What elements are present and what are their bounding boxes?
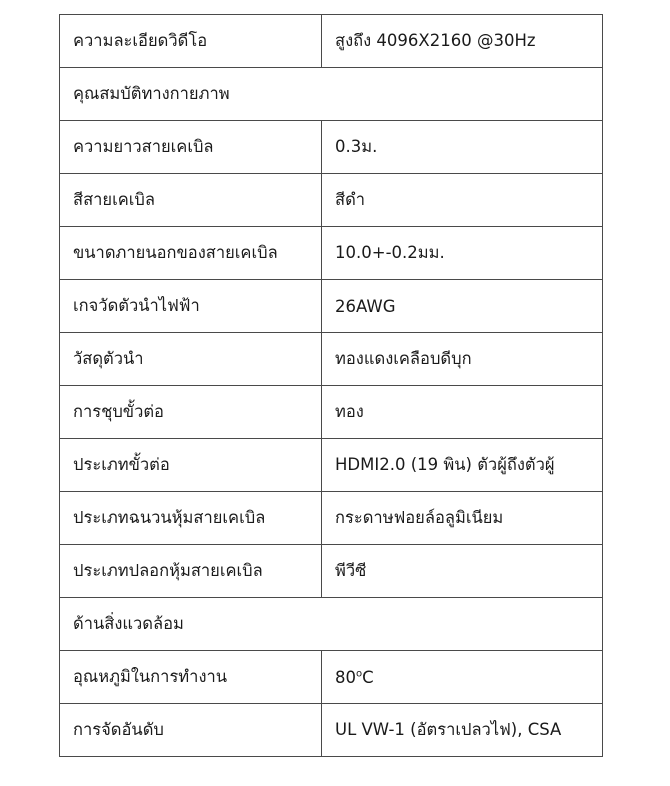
spec-label: เกจวัดตัวนำไฟฟ้า — [60, 280, 322, 333]
spec-value — [322, 651, 603, 704]
spec-value: ทองแดงเคลือบดีบุก — [322, 333, 603, 386]
section-header: คุณสมบัติทางกายภาพ — [60, 68, 603, 121]
table-row — [60, 121, 603, 174]
table-row — [60, 492, 603, 545]
spec-label: ความยาวสายเคเบิล — [60, 121, 322, 174]
spec-label: ประเภทฉนวนหุ้มสายเคเบิล — [60, 492, 322, 545]
spec-label: อุณหภูมิในการทำงาน — [60, 651, 322, 704]
degree-symbol: o — [356, 668, 363, 679]
table-row — [60, 651, 603, 704]
spec-label: สีสายเคเบิล — [60, 174, 322, 227]
spec-value: HDMI2.0 (19 พิน) ตัวผู้ถึงตัวผู้ — [322, 439, 603, 492]
spec-value: 10.0+-0.2มม. — [322, 227, 603, 280]
table-row — [60, 174, 603, 227]
section-header-row — [60, 598, 603, 651]
table-row — [60, 439, 603, 492]
spec-label: การชุบขั้วต่อ — [60, 386, 322, 439]
table-row — [60, 333, 603, 386]
spec-label: ประเภทขั้วต่อ — [60, 439, 322, 492]
spec-value: กระดาษฟอยล์อลูมิเนียม — [322, 492, 603, 545]
spec-label: ความละเอียดวิดีโอ — [60, 15, 322, 68]
spec-value: 26AWG — [322, 280, 603, 333]
spec-value: สูงถึง 4096X2160 @30Hz — [322, 15, 603, 68]
table-row — [60, 386, 603, 439]
table-row — [60, 280, 603, 333]
section-header: ด้านสิ่งแวดล้อม — [60, 598, 603, 651]
spec-label: วัสดุตัวนำ — [60, 333, 322, 386]
spec-value: ทอง — [322, 386, 603, 439]
spec-label: ประเภทปลอกหุ้มสายเคเบิล — [60, 545, 322, 598]
spec-table — [59, 14, 603, 757]
table-row — [60, 545, 603, 598]
spec-value: พีวีซี — [322, 545, 603, 598]
temperature-number: 80 — [335, 667, 356, 687]
section-header-row — [60, 68, 603, 121]
temperature-unit: C — [362, 667, 374, 687]
spec-value: UL VW-1 (อัตราเปลวไฟ), CSA — [322, 704, 603, 757]
table-row — [60, 15, 603, 68]
spec-value: สีดำ — [322, 174, 603, 227]
spec-label: การจัดอันดับ — [60, 704, 322, 757]
table-row — [60, 704, 603, 757]
table-row — [60, 227, 603, 280]
spec-value: 0.3ม. — [322, 121, 603, 174]
spec-label: ขนาดภายนอกของสายเคเบิล — [60, 227, 322, 280]
